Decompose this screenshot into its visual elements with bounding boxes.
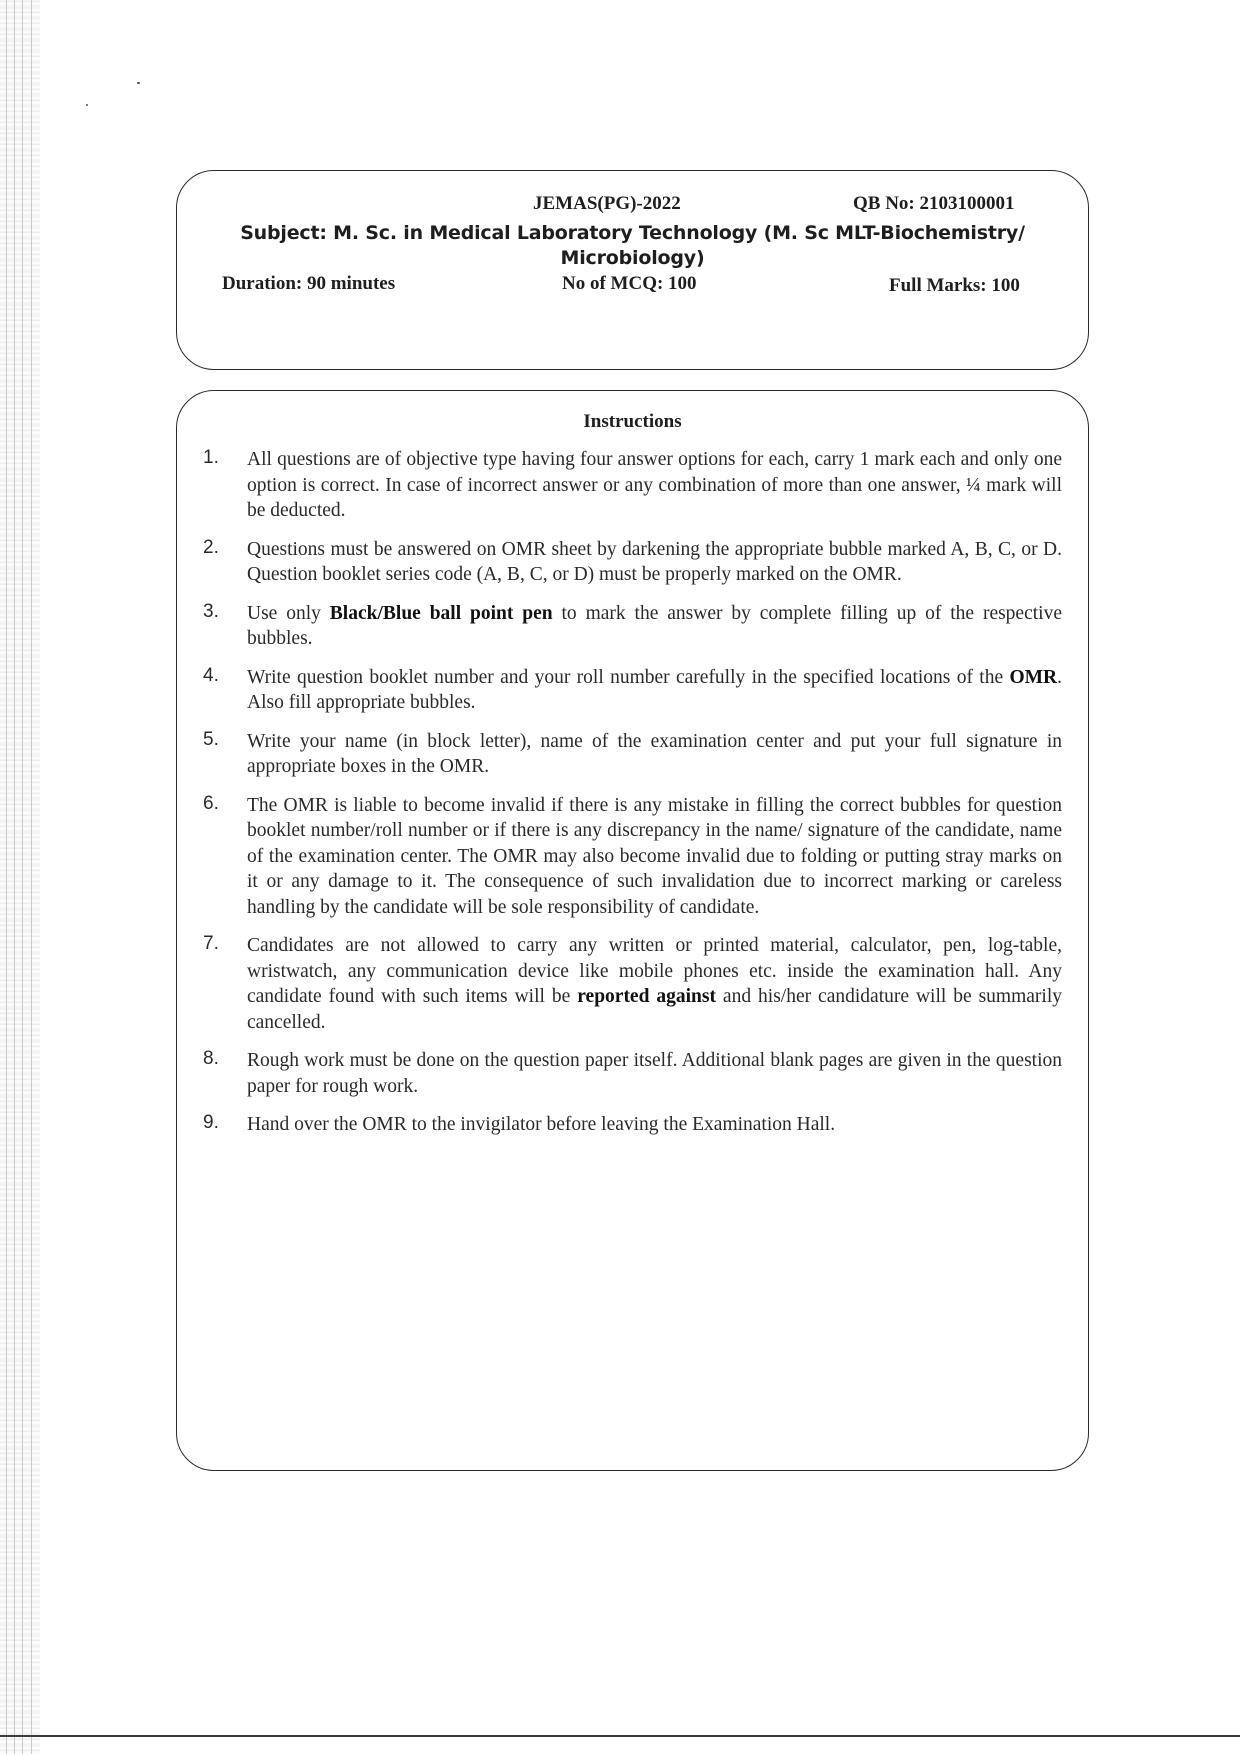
instruction-text: The OMR is liable to become invalid if there is any mistake in filling the correct bubbles for question booklet number/roll number or if there is any discrepancy in the name/ signature of the candidate, name of the examination center. The OMR may also become invalid due to folding or putting stray marks on it or any damage to it. The consequence of such invalidation due to incorrect marking or careless handling by the candidate will be sole responsibility of candidate. xyxy=(247,794,1062,918)
instruction-item xyxy=(177,1048,1088,1099)
instruction-number: 4. xyxy=(203,664,219,686)
instruction-item xyxy=(177,447,1088,524)
instruction-text: All questions are of objective type having four answer options for each, carry 1 mark each and only one option is correct. In case of incorrect answer or any combination of more than one answer, ¼ mark will be deducted. xyxy=(247,449,1062,521)
instruction-number: 9. xyxy=(203,1112,219,1133)
instruction-text: Candidates are not allowed to carry any written or printed material, calculator, pen, log-table, wristwatch, any communication device like mobile phones etc. inside the examination hall. Any candidate found with such items will be reported against and his/her candidature will be summarily cancelled. xyxy=(247,935,1062,1033)
instruction-number: 5. xyxy=(203,728,219,750)
emphasis-reported-against: reported against xyxy=(577,986,716,1007)
instruction-text: Write your name (in block letter), name of the examination center and put your full signature in appropriate boxes in the OMR. xyxy=(247,730,1062,777)
instruction-number: 8. xyxy=(203,1048,219,1069)
mcq-count: No of MCQ: 100 xyxy=(562,273,697,294)
exam-title: JEMAS(PG)-2022 xyxy=(533,193,681,214)
scan-speck xyxy=(137,82,140,84)
instruction-text: Write question booklet number and your roll number carefully in the specified locations of the OMR. Also fill appropriate bubbles. xyxy=(247,666,1062,713)
instruction-item xyxy=(177,665,1088,716)
instructions-list xyxy=(177,447,1088,1151)
full-marks: Full Marks: 100 xyxy=(889,275,1020,296)
emphasis-omr: OMR xyxy=(1009,666,1058,688)
instruction-item xyxy=(177,933,1088,1035)
instruction-item xyxy=(177,601,1088,652)
instruction-number: 3. xyxy=(203,600,219,622)
header-box xyxy=(176,170,1089,370)
instruction-text: Rough work must be done on the question paper itself. Additional blank pages are given in the question paper for rough work. xyxy=(247,1050,1062,1097)
instruction-number: 1. xyxy=(203,447,219,468)
instruction-number: 6. xyxy=(203,792,219,814)
instruction-text: Hand over the OMR to the invigilator before leaving the Examination Hall. xyxy=(247,1114,836,1135)
scan-speck xyxy=(86,104,88,106)
subject-line: Subject: M. Sc. in Medical Laboratory Technology (M. Sc MLT-Biochemistry/ Microbiology) xyxy=(240,222,1025,269)
instruction-item xyxy=(177,793,1088,921)
instruction-item xyxy=(177,729,1088,780)
instruction-text: Questions must be answered on OMR sheet by darkening the appropriate bubble marked A, B, C, or D. Question booklet series code (A, B, C, or D) must be properly marked on the OMR. xyxy=(247,538,1062,585)
duration: Duration: 90 minutes xyxy=(222,273,396,294)
page-bottom-rule xyxy=(0,1735,1240,1737)
instruction-item xyxy=(177,1112,1088,1138)
qb-number: QB No: 2103100001 xyxy=(853,193,1015,214)
instruction-text: Use only Black/Blue ball point pen to mark the answer by complete filling up of the respective bubbles. xyxy=(247,602,1062,649)
scan-edge xyxy=(0,0,40,1754)
instruction-number: 7. xyxy=(203,933,219,954)
instructions-heading: Instructions xyxy=(583,411,682,432)
instructions-box xyxy=(176,390,1089,1471)
instruction-number: 2. xyxy=(203,536,219,558)
emphasis-pen-type: Black/Blue ball point pen xyxy=(329,602,553,624)
instruction-item xyxy=(177,537,1088,588)
